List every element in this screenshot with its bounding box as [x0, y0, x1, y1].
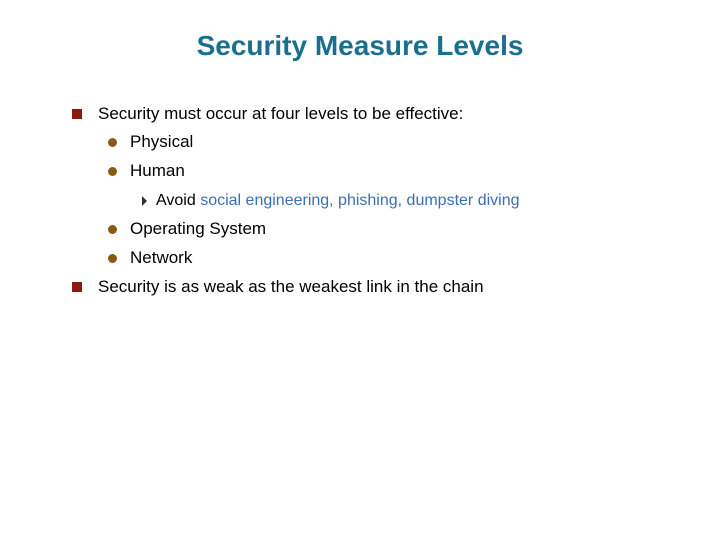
bullet-text: Security must occur at four levels to be effective:	[98, 104, 464, 123]
bullet-item	[0, 161, 720, 181]
bullet-text: Human	[130, 161, 185, 180]
square-bullet-icon	[72, 109, 82, 119]
bullet-item	[0, 219, 720, 239]
bullet-text-accent: social engineering, phishing, dumpster diving	[200, 192, 520, 209]
bullet-text: Physical	[130, 132, 194, 151]
circle-bullet-icon	[108, 138, 117, 147]
triangle-bullet-icon	[142, 196, 147, 206]
bullet-text: Network	[130, 248, 193, 267]
bullet-item	[0, 277, 720, 297]
bullet-item	[0, 104, 720, 124]
circle-bullet-icon	[108, 225, 117, 234]
bullet-item	[0, 191, 720, 211]
circle-bullet-icon	[108, 254, 117, 263]
square-bullet-icon	[72, 282, 82, 292]
bullet-text: Operating System	[130, 219, 267, 238]
bullet-text	[156, 191, 520, 211]
bullet-text: Security is as weak as the weakest link in the chain	[98, 277, 484, 296]
bullet-text-plain: Avoid	[156, 192, 201, 209]
circle-bullet-icon	[108, 167, 117, 176]
bullet-item	[0, 132, 720, 152]
slide-title: Security Measure Levels	[196, 30, 524, 61]
bullet-item	[0, 248, 720, 268]
